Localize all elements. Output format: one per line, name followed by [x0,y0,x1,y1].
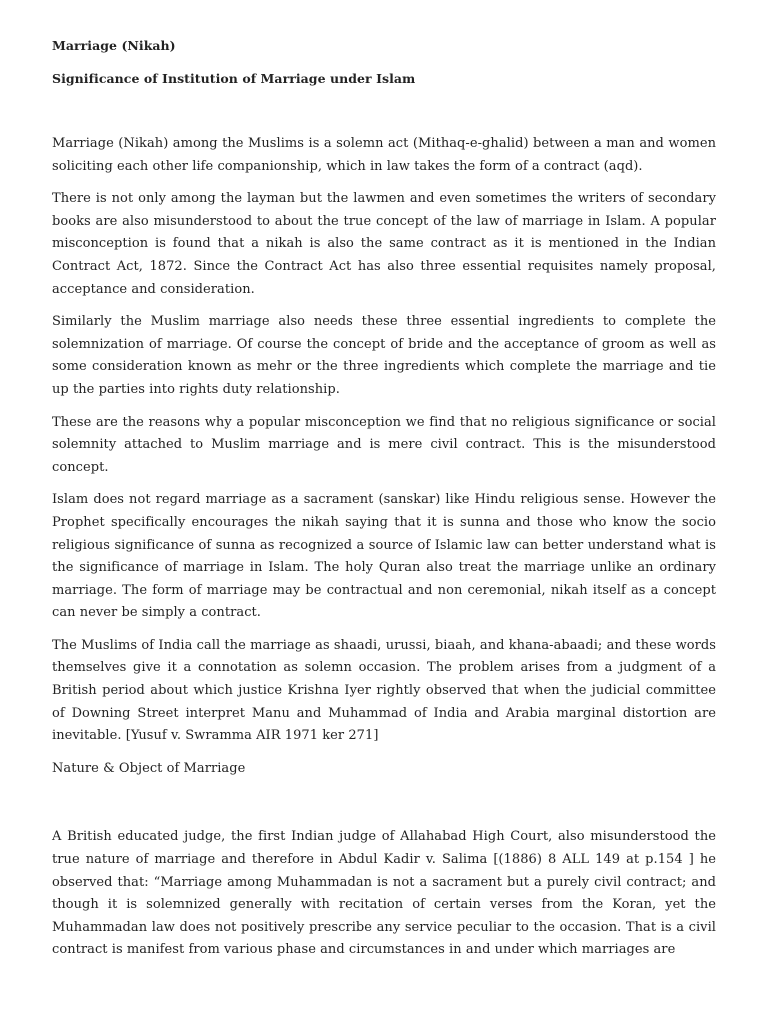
paragraph: Similarly the Muslim marriage also needs these three essential ingredients to complete the solemnization of marriage. Of course the concept of bride and the acceptance of groom as well as some consideration known as mehr or the three ingredients which complete the marriage and tie up the parties into rights duty relationship. [52,314,716,397]
document-subtitle: Significance of Institution of Marriage under Islam [52,71,416,86]
section-heading: Nature & Object of Marriage [52,760,246,776]
paragraph: Marriage (Nikah) among the Muslims is a solemn act (Mithaq-e-ghalid) between a man and women soliciting each other life companionship, which in law takes the form of a contract (aqd). [52,136,716,174]
paragraph: There is not only among the layman but the lawmen and even sometimes the writers of secondary books are also misunderstood to about the true concept of the law of marriage in Islam. A popular misconception is found that a nikah is also the same contract as it is mentioned in the Indian Contract Act, 1872. Since the Contract Act has also three essential requisites namely proposal, acceptance and consideration. [52,191,716,297]
document-title: Marriage (Nikah) [52,38,176,53]
paragraph: Islam does not regard marriage as a sacrament (sanskar) like Hindu religious sense. However the Prophet specifically encourages the nikah saying that it is sunna and those who know the socio religious significance of sunna as recognized a source of Islamic law can better understand what is the significance of marriage in Islam. The holy Quran also treat the marriage unlike an ordinary marriage. The form of marriage may be contractual and non ceremonial, nikah itself as a concept can never be simply a contract. [52,492,716,621]
paragraph: A British educated judge, the first Indian judge of Allahabad High Court, also misunderstood the true nature of marriage and therefore in Abdul Kadir v. Salima [(1886) 8 ALL 149 at p.154 ] he observed that: “Marriage among Muhammadan is not a sacrament but a purely civil contract; and though it is solemnized generally with recitation of certain verses from the Koran, yet the Muhammadan law does not positively prescribe any service peculiar to the occasion. That is a civil contract is manifest from various phase and circumstances in and under which marriages are [52,829,716,958]
document-page [52,38,716,972]
paragraph: The Muslims of India call the marriage as shaadi, urussi, biaah, and khana-abaadi; and these words themselves give it a connotation as solemn occasion. The problem arises from a judgment of a British period about which justice Krishna Iyer rightly observed that when the judicial committee of Downing Street interpret Manu and Muhammad of India and Arabia marginal distortion are inevitable. [Yusuf v. Swramma AIR 1971 ker 271] [52,637,716,744]
paragraph: These are the reasons why a popular misconception we find that no religious significance or social solemnity attached to Muslim marriage and is mere civil contract. This is the misunderstood concept. [52,414,716,475]
